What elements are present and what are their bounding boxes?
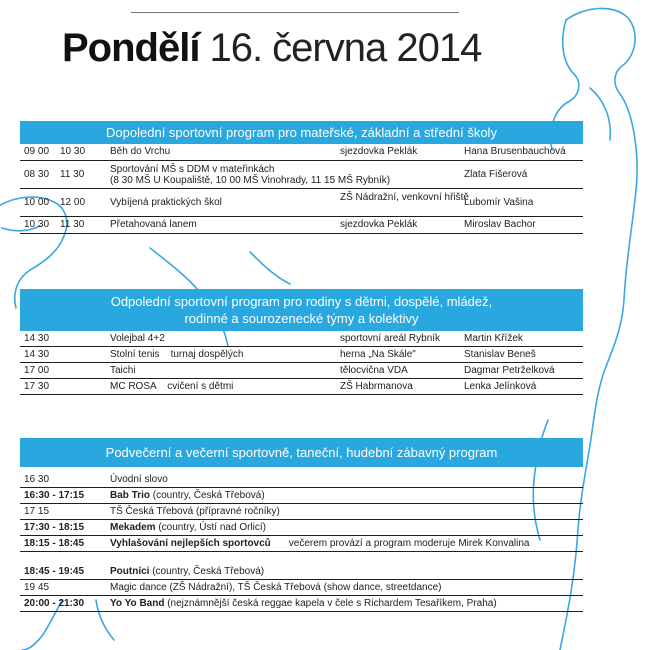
time: 17:30 - 18:15 (24, 522, 85, 533)
place-line2: venkovní hřiště (401, 192, 469, 203)
end-time: 10 30 (60, 146, 86, 157)
top-rule (131, 12, 459, 13)
organizer: Hana Brusenbauchová (464, 146, 566, 157)
activity: MC ROSA cvičení s dětmi (110, 381, 234, 392)
organizer: Dagmar Petrželková (464, 365, 555, 376)
afternoon-heading-line1: Odpolední sportovní program pro rodiny s dětmi, dospělé, mládež, (110, 294, 493, 309)
performer-name: Magic dance (110, 582, 167, 593)
evening-program-heading: Podvečerní a večerní sportovně, taneční, hudební zábavný program (20, 438, 583, 467)
afternoon-program (20, 289, 583, 395)
time: 16 30 (24, 474, 50, 485)
end-time: 11 30 (60, 219, 85, 230)
place: tělocvična VDA (340, 365, 408, 376)
performer (110, 538, 529, 549)
start-time: 08 30 (24, 169, 50, 180)
place: ZŠ Habrmanova (340, 381, 413, 392)
morning-program (20, 121, 583, 234)
organizer: Zlata Fišerová (464, 169, 528, 180)
title-day: Pondělí (62, 26, 200, 70)
spacer (20, 552, 583, 564)
table-row (20, 144, 583, 161)
activity-line1: Sportování MŠ s DDM v mateřinkách (110, 164, 275, 175)
organizer: Lubomír Vašina (464, 197, 534, 208)
title-date: 16. června 2014 (209, 26, 482, 70)
activity: Volejbal 4+2 (110, 333, 165, 344)
table-row (20, 161, 583, 189)
performer-name: Mekadem (110, 522, 156, 533)
time: 18:15 - 18:45 (24, 538, 85, 549)
performer-detail: (přípravné ročníky) (193, 506, 280, 517)
performer-name: Bab Trio (110, 490, 151, 501)
start-time: 10 30 (24, 219, 50, 230)
performer-detail: (country, Česká Třebová) (149, 566, 265, 577)
start-time: 14 30 (24, 349, 50, 360)
time: 17 15 (24, 506, 50, 517)
time: 18:45 - 19:45 (24, 566, 85, 577)
place (340, 192, 469, 204)
place: sjezdovka Peklák (340, 219, 418, 230)
table-row (20, 488, 583, 504)
start-time: 10 00 (24, 197, 50, 208)
table-row (20, 504, 583, 520)
place: sjezdovka Peklák (340, 146, 418, 157)
performer (110, 582, 441, 593)
table-row (20, 347, 583, 363)
activity (110, 164, 390, 186)
performer-detail: (country, Ústí nad Orlicí) (155, 522, 266, 533)
evening-program (20, 438, 583, 612)
table-row (20, 189, 583, 217)
table-row (20, 363, 583, 379)
table-row (20, 520, 583, 536)
performer (110, 506, 280, 517)
activity: Běh do Vrchu (110, 146, 171, 157)
performer-name: Vyhlašování nejlepších sportovců (110, 538, 271, 549)
organizer: Stanislav Beneš (464, 349, 536, 360)
place: sportovní areál Rybník (340, 333, 441, 344)
organizer: Martin Křížek (464, 333, 523, 344)
performer (110, 598, 497, 609)
start-time: 14 30 (24, 333, 50, 344)
performer-detail: (ZŠ Nádražní), TŠ Česká Třebová (show dance, streetdance) (166, 582, 442, 593)
performer: Úvodní slovo (110, 474, 168, 485)
table-row (20, 596, 583, 612)
time: 19 45 (24, 582, 50, 593)
page-title (62, 26, 481, 71)
start-time: 17 00 (24, 365, 50, 376)
activity: Stolní tenis turnaj dospělých (110, 349, 244, 360)
table-row (20, 379, 583, 395)
end-time: 11 30 (60, 169, 85, 180)
activity: Taichi (110, 365, 136, 376)
end-time: 12 00 (60, 197, 86, 208)
time: 16:30 - 17:15 (24, 490, 85, 501)
table-row (20, 564, 583, 580)
table-row (20, 331, 583, 347)
start-time: 09 00 (24, 146, 50, 157)
table-row (20, 536, 583, 552)
afternoon-program-heading (20, 289, 583, 331)
activity: Přetahovaná lanem (110, 219, 197, 230)
performer-detail: (nejznámnější česká reggae kapela v čele s Richardem Tesaříkem, Praha) (164, 598, 497, 609)
table-row (20, 217, 583, 234)
time: 20:00 - 21:30 (24, 598, 85, 609)
morning-program-heading: Dopolední sportovní program pro mateřské, základní a střední školy (20, 121, 583, 144)
performer (110, 490, 265, 501)
performer-detail: (country, Česká Třebová) (150, 490, 265, 501)
activity-line2: (8 30 MŠ U Koupaliště, 10 00 MŠ Vinohrady, 11 15 MŠ Rybník) (110, 175, 391, 186)
performer-detail: večerem provází a program moderuje Mirek Konvalina (288, 538, 530, 549)
activity: Vybíjená praktických škol (110, 197, 222, 208)
performer (110, 566, 264, 577)
organizer: Lenka Jelínková (464, 381, 537, 392)
performer-name: Yo Yo Band (110, 598, 165, 609)
table-row (20, 580, 583, 596)
place: herna „Na Skále" (340, 349, 416, 360)
table-row (20, 472, 583, 488)
performer-name: TŠ Česká Třebová (110, 506, 194, 517)
place-line1: ZŠ Nádražní, (340, 192, 399, 203)
organizer: Miroslav Bachor (464, 219, 536, 230)
afternoon-heading-line2: rodinné a sourozenecké týmy a kolektivy (184, 311, 419, 326)
start-time: 17 30 (24, 381, 50, 392)
performer (110, 522, 266, 533)
performer-name: Poutníci (110, 566, 150, 577)
